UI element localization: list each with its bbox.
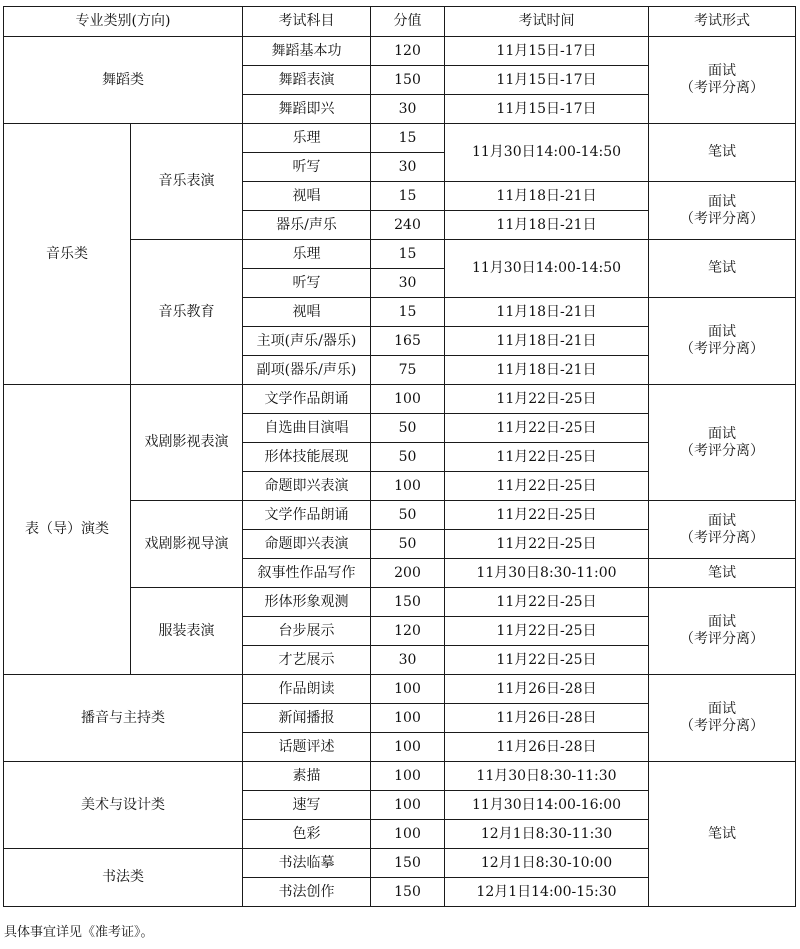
score-cell: 120 — [371, 37, 445, 66]
subject-cell: 舞蹈基本功 — [243, 37, 371, 66]
score-cell: 150 — [371, 66, 445, 95]
score-cell: 15 — [371, 124, 445, 153]
category-cell: 播音与主持类 — [4, 675, 243, 762]
time-cell: 11月22日-25日 — [445, 501, 649, 530]
time-cell: 12月1日14:00-15:30 — [445, 878, 649, 907]
time-cell: 11月22日-25日 — [445, 588, 649, 617]
score-cell: 30 — [371, 153, 445, 182]
subject-cell: 才艺展示 — [243, 646, 371, 675]
footnote: 具体事宜详见《准考证》。 — [4, 925, 154, 940]
subcategory-cell: 音乐表演 — [131, 124, 243, 240]
score-cell: 100 — [371, 820, 445, 849]
time-cell: 11月26日-28日 — [445, 704, 649, 733]
time-cell: 11月22日-25日 — [445, 530, 649, 559]
category-cell: 舞蹈类 — [4, 37, 243, 124]
subcategory-cell: 服装表演 — [131, 588, 243, 675]
header-format: 考试形式 — [649, 7, 796, 37]
table-row — [4, 385, 796, 414]
table-row — [4, 762, 796, 791]
format-cell: 面试 （考评分离） — [649, 37, 796, 124]
table-header-row — [4, 7, 796, 37]
score-cell: 100 — [371, 385, 445, 414]
time-cell: 11月15日-17日 — [445, 95, 649, 124]
table-row — [4, 675, 796, 704]
format-cell: 面试 （考评分离） — [649, 675, 796, 762]
table-row — [4, 37, 796, 66]
score-cell: 100 — [371, 733, 445, 762]
time-cell: 11月22日-25日 — [445, 646, 649, 675]
time-cell: 11月22日-25日 — [445, 414, 649, 443]
format-cell: 面试 （考评分离） — [649, 385, 796, 501]
score-cell: 30 — [371, 646, 445, 675]
subject-cell: 文学作品朗诵 — [243, 501, 371, 530]
time-cell: 11月15日-17日 — [445, 37, 649, 66]
score-cell: 30 — [371, 95, 445, 124]
time-cell: 11月15日-17日 — [445, 66, 649, 95]
time-cell: 11月22日-25日 — [445, 385, 649, 414]
time-cell: 11月22日-25日 — [445, 472, 649, 501]
subcategory-cell: 音乐教育 — [131, 240, 243, 385]
subject-cell: 素描 — [243, 762, 371, 791]
subject-cell: 器乐/声乐 — [243, 211, 371, 240]
score-cell: 75 — [371, 356, 445, 385]
time-cell: 12月1日8:30-10:00 — [445, 849, 649, 878]
format-cell: 面试 （考评分离） — [649, 298, 796, 385]
format-cell: 面试 （考评分离） — [649, 182, 796, 240]
category-cell: 书法类 — [4, 849, 243, 907]
subject-cell: 作品朗读 — [243, 675, 371, 704]
header-time: 考试时间 — [445, 7, 649, 37]
score-cell: 50 — [371, 414, 445, 443]
subject-cell: 文学作品朗诵 — [243, 385, 371, 414]
time-cell: 11月18日-21日 — [445, 356, 649, 385]
header-score: 分值 — [371, 7, 445, 37]
score-cell: 50 — [371, 501, 445, 530]
subject-cell: 形体形象观测 — [243, 588, 371, 617]
subject-cell: 命题即兴表演 — [243, 472, 371, 501]
subject-cell: 形体技能展现 — [243, 443, 371, 472]
time-cell: 11月22日-25日 — [445, 617, 649, 646]
time-cell: 11月26日-28日 — [445, 733, 649, 762]
format-cell: 笔试 — [649, 762, 796, 907]
format-cell: 面试 （考评分离） — [649, 588, 796, 675]
subject-cell: 叙事性作品写作 — [243, 559, 371, 588]
score-cell: 50 — [371, 443, 445, 472]
time-cell: 11月30日14:00-14:50 — [445, 124, 649, 182]
subject-cell: 舞蹈即兴 — [243, 95, 371, 124]
time-cell: 11月30日8:30-11:30 — [445, 762, 649, 791]
subject-cell: 听写 — [243, 269, 371, 298]
time-cell: 11月26日-28日 — [445, 675, 649, 704]
subject-cell: 听写 — [243, 153, 371, 182]
score-cell: 150 — [371, 878, 445, 907]
subject-cell: 新闻播报 — [243, 704, 371, 733]
time-cell: 11月30日8:30-11:00 — [445, 559, 649, 588]
subject-cell: 自选曲目演唱 — [243, 414, 371, 443]
score-cell: 100 — [371, 472, 445, 501]
time-cell: 11月30日14:00-14:50 — [445, 240, 649, 298]
time-cell: 11月18日-21日 — [445, 298, 649, 327]
time-cell: 11月30日14:00-16:00 — [445, 791, 649, 820]
score-cell: 150 — [371, 849, 445, 878]
format-cell: 笔试 — [649, 240, 796, 298]
subject-cell: 色彩 — [243, 820, 371, 849]
score-cell: 150 — [371, 588, 445, 617]
score-cell: 100 — [371, 704, 445, 733]
time-cell: 12月1日8:30-11:30 — [445, 820, 649, 849]
subject-cell: 主项(声乐/器乐) — [243, 327, 371, 356]
format-cell: 笔试 — [649, 124, 796, 182]
subject-cell: 命题即兴表演 — [243, 530, 371, 559]
subcategory-cell: 戏剧影视导演 — [131, 501, 243, 588]
score-cell: 240 — [371, 211, 445, 240]
score-cell: 200 — [371, 559, 445, 588]
score-cell: 30 — [371, 269, 445, 298]
score-cell: 100 — [371, 791, 445, 820]
subject-cell: 书法临摹 — [243, 849, 371, 878]
score-cell: 15 — [371, 240, 445, 269]
score-cell: 100 — [371, 675, 445, 704]
header-category: 专业类别(方向) — [4, 7, 243, 37]
score-cell: 100 — [371, 762, 445, 791]
subject-cell: 台步展示 — [243, 617, 371, 646]
score-cell: 15 — [371, 182, 445, 211]
time-cell: 11月22日-25日 — [445, 443, 649, 472]
subject-cell: 乐理 — [243, 124, 371, 153]
subcategory-cell: 戏剧影视表演 — [131, 385, 243, 501]
score-cell: 15 — [371, 298, 445, 327]
format-cell: 面试 （考评分离） — [649, 501, 796, 559]
time-cell: 11月18日-21日 — [445, 182, 649, 211]
format-cell: 笔试 — [649, 559, 796, 588]
subject-cell: 视唱 — [243, 182, 371, 211]
subject-cell: 速写 — [243, 791, 371, 820]
subject-cell: 书法创作 — [243, 878, 371, 907]
score-cell: 165 — [371, 327, 445, 356]
category-cell: 美术与设计类 — [4, 762, 243, 849]
subject-cell: 话题评述 — [243, 733, 371, 762]
time-cell: 11月18日-21日 — [445, 211, 649, 240]
header-subject: 考试科目 — [243, 7, 371, 37]
exam-schedule-table — [3, 6, 796, 907]
subject-cell: 视唱 — [243, 298, 371, 327]
subject-cell: 乐理 — [243, 240, 371, 269]
score-cell: 120 — [371, 617, 445, 646]
score-cell: 50 — [371, 530, 445, 559]
time-cell: 11月18日-21日 — [445, 327, 649, 356]
subject-cell: 舞蹈表演 — [243, 66, 371, 95]
subject-cell: 副项(器乐/声乐) — [243, 356, 371, 385]
category-cell: 音乐类 — [4, 124, 131, 385]
category-cell: 表（导）演类 — [4, 385, 131, 675]
table-row — [4, 124, 796, 153]
